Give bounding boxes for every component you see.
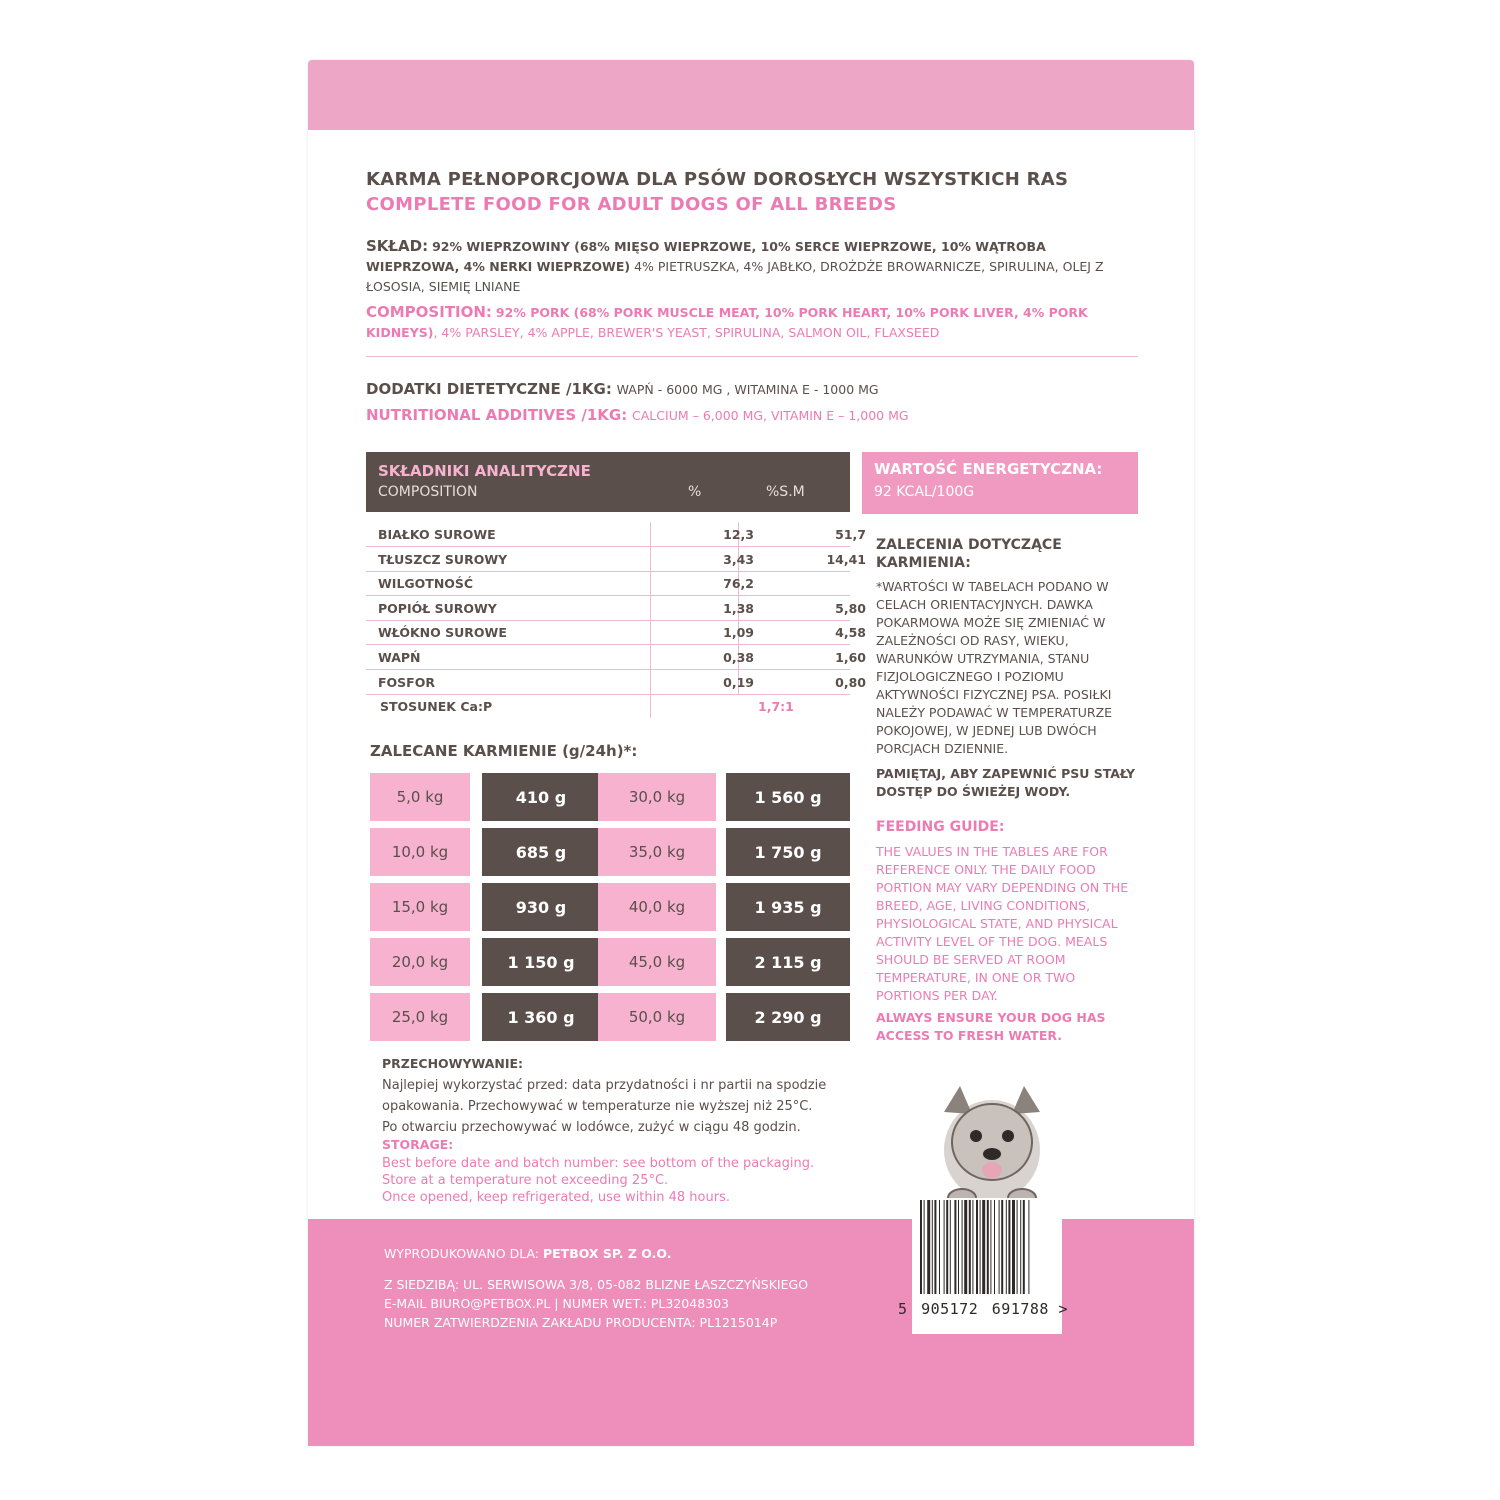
additives-pl-label: DODATKI DIETETYCZNE /1KG: — [366, 380, 612, 398]
feeding-amount-cell: 1 750 g — [726, 828, 850, 876]
barcode-bar — [972, 1200, 973, 1294]
barcode-bar — [1020, 1200, 1021, 1294]
composition-en-main: 92% PORK (68% PORK MUSCLE MEAT, 10% PORK HEART, 10% PORK LIVER, 4% PORK KIDNEYS) — [366, 305, 1088, 340]
dry-matter-value: 1,60 — [835, 650, 866, 665]
storage-line: Store at a temperature not exceeding 25°C. — [382, 1173, 669, 1188]
nutrient-label: BIAŁKO SUROWE — [378, 527, 496, 542]
table-row — [366, 620, 866, 645]
barcode-bar — [994, 1200, 995, 1294]
barcode-bar — [950, 1200, 951, 1294]
storage-line: Once opened, keep refrigerated, use within 48 hours. — [382, 1190, 730, 1205]
feeding-weight-cell: 30,0 kg — [598, 773, 716, 821]
water-note-en: ALWAYS ENSURE YOUR DOG HAS ACCESS TO FRESH WATER. — [876, 1010, 1106, 1043]
barcode-digits — [898, 1300, 1068, 1318]
storage-title-pl: PRZECHOWYWANIE: — [382, 1056, 524, 1071]
feeding-amount-cell: 2 290 g — [726, 993, 850, 1041]
table-row — [366, 522, 866, 547]
feeding-weight-cell: 5,0 kg — [370, 773, 470, 821]
barcode-bar — [969, 1200, 971, 1294]
percent-value: 0,38 — [723, 650, 754, 665]
feeding-weight-cell: 15,0 kg — [370, 883, 470, 931]
divider — [366, 356, 1138, 357]
energy-box — [862, 452, 1138, 514]
percent-value: 1,09 — [723, 625, 754, 641]
barcode-bar — [964, 1200, 967, 1294]
barcode-bar — [1023, 1200, 1025, 1294]
storage-line: Po otwarciu przechowywać w lodówce, zużyć w ciągu 48 godzin. — [382, 1120, 801, 1135]
table-row — [366, 596, 866, 621]
recommendations-text-pl: *WARTOŚCI W TABELACH PODANO W CELACH ORIENTACYJNYCH. DAWKA POKARMOWA MOŻE SIĘ ZMIENIAĆ W ZALEŻNOŚCI OD RASY, WIEKU, WARUNKÓW UTRZYMANIA, STANU FIZJOLOGICZNEGO I POZIOMU AKTYWNOŚCI FIZYCZNEJ PSA. POSIŁKI NALEŻY PODAWAĆ W TEMPERATURZE POKOJOWEJ, W JEDNEJ LUB DWÓCH PORCJACH DZIENNIE. — [876, 579, 1113, 756]
barcode-bar — [1006, 1200, 1007, 1294]
table-row — [366, 645, 866, 670]
recommendations-title-pl: ZALECENIA DOTYCZĄCE KARMIENIA: — [876, 537, 1062, 571]
ratio-value: 1,7:1 — [758, 699, 794, 714]
dry-matter-value: 14,41 — [826, 551, 866, 567]
dry-matter-value: 4,58 — [835, 625, 866, 641]
dry-matter-value: 51,7 — [835, 527, 866, 542]
table-row — [366, 547, 866, 572]
barcode-bar — [990, 1200, 991, 1294]
barcode-bar — [932, 1200, 933, 1294]
composition-polish — [366, 236, 1136, 297]
storage-title-en: STORAGE: — [382, 1137, 454, 1152]
title-polish: KARMA PEŁNOPORCJOWA DLA PSÓW DOROSŁYCH WSZYSTKICH RAS — [366, 169, 1069, 190]
table-row — [366, 670, 866, 695]
storage-lines-en — [382, 1155, 814, 1206]
composition-en-label: COMPOSITION: — [366, 303, 492, 321]
storage-line: Best before date and batch number: see bottom of the packaging. — [382, 1156, 815, 1171]
feeding-amount-cell: 1 360 g — [482, 993, 600, 1041]
storage-lines-pl — [382, 1075, 826, 1138]
ratio-label: STOSUNEK Ca:P — [380, 699, 493, 714]
manufacturer-label: WYPRODUKOWANO DLA: — [384, 1246, 539, 1261]
storage-line: Najlepiej wykorzystać przed: data przydatności i nr partii na spodzie — [382, 1078, 827, 1093]
barcode-bar — [987, 1200, 989, 1294]
analytical-title: SKŁADNIKI ANALITYCZNE — [378, 462, 591, 480]
feeding-weight-cell: 20,0 kg — [370, 938, 470, 986]
feeding-weight-cell: 45,0 kg — [598, 938, 716, 986]
manufacturer-contact: E-MAIL BIURO@PETBOX.PL | NUMER WET.: PL32048303 — [384, 1296, 730, 1311]
feeding-amount-cell: 930 g — [482, 883, 600, 931]
feeding-weight-cell: 25,0 kg — [370, 993, 470, 1041]
energy-value: 92 KCAL/100G — [874, 484, 975, 500]
barcode-bar — [962, 1200, 963, 1294]
percent-value: 76,2 — [723, 576, 754, 592]
barcode-bar — [920, 1200, 922, 1294]
percent-value: 3,43 — [723, 551, 754, 567]
barcode-group-2: 691788 — [991, 1300, 1049, 1318]
product-bag — [308, 60, 1194, 1446]
feeding-amount-cell: 1 560 g — [726, 773, 850, 821]
nutrient-label: POPIÓŁ SUROWY — [378, 600, 497, 616]
feeding-amount-cell: 2 115 g — [726, 938, 850, 986]
feeding-guide-text: THE VALUES IN THE TABLES ARE FOR REFERENCE ONLY. THE DAILY FOOD PORTION MAY VARY DEPENDING ON THE BREED, AGE, LIVING CONDITIONS, PHYSIOLOGICAL STATE, AND PHYSICAL ACTIVITY LEVEL OF THE DOG. MEALS SHOULD BE SERVED AT ROOM TEMPERATURE, IN ONE OR TWO PORTIONS PER DAY. — [876, 844, 1129, 1003]
barcode-bar — [927, 1200, 930, 1294]
feeding-weight-cell: 10,0 kg — [370, 828, 470, 876]
additives-pl-value: WAPŃ - 6000 MG , WITAMINA E - 1000 MG — [616, 382, 879, 397]
dry-matter-value: 5,80 — [835, 600, 866, 616]
feeding-weight-cell: 35,0 kg — [598, 828, 716, 876]
percent-value: 1,38 — [723, 600, 754, 616]
composition-pl-main: 92% WIEPRZOWINY (68% MIĘSO WIEPRZOWE, 10% SERCE WIEPRZOWE, 10% WĄTROBA WIEPRZOWA, 4% NERKI WIEPRZOWE) — [366, 239, 1046, 274]
dog-illustration — [926, 1080, 1058, 1210]
composition-pl-label: SKŁAD: — [366, 237, 429, 255]
nutrient-label: WŁÓKNO SUROWE — [378, 625, 507, 641]
feeding-amount-cell: 1 935 g — [726, 883, 850, 931]
feeding-weight-cell: 50,0 kg — [598, 993, 716, 1041]
manufacturer-line — [384, 1244, 808, 1263]
barcode-bar — [954, 1200, 956, 1294]
water-note-pl: PAMIĘTAJ, ABY ZAPEWNIĆ PSU STAŁY DOSTĘP DO ŚWIEŻEJ WODY. — [876, 766, 1136, 799]
composition-pl-rest: 4% PIETRUSZKA, 4% JABŁKO, DROŻDŻE BROWARNICZE, SPIRULINA, OLEJ Z ŁOSOSIA, SIEMIĘ LNIANE — [366, 259, 1104, 294]
storage-line: opakowania. Przechowywać w temperaturze nie wyższej niż 25°C. — [382, 1099, 813, 1114]
table-row — [366, 571, 850, 596]
manufacturer-address: Z SIEDZIBĄ: UL. SERWISOWA 3/8, 05-082 BLIZNE ŁASZCZYŃSKIEGO — [384, 1277, 809, 1292]
barcode-group-1: 905172 — [921, 1300, 979, 1318]
additives-english — [366, 406, 909, 424]
barcode-bar — [999, 1200, 1000, 1294]
barcode-bar — [1008, 1200, 1010, 1294]
additives-en-label: NUTRITIONAL ADDITIVES /1KG: — [366, 406, 628, 424]
barcode-bar — [934, 1200, 936, 1294]
manufacturer-approval: NUMER ZATWIERDZENIA ZAKŁADU PRODUCENTA: PL1215014P — [384, 1315, 778, 1330]
column-percent: % — [688, 484, 702, 500]
top-pink-band — [308, 60, 1194, 130]
barcode-bar — [976, 1200, 978, 1294]
barcode-bar — [982, 1200, 985, 1294]
composition-english — [366, 302, 1136, 343]
percent-value: 0,19 — [723, 674, 754, 690]
additives-polish — [366, 380, 879, 398]
percent-value: 12,3 — [723, 527, 754, 542]
barcode-bar — [1001, 1200, 1003, 1294]
barcode-bar — [1012, 1200, 1015, 1294]
table-row-ratio — [366, 694, 850, 718]
column-dry-matter: %S.M — [766, 484, 805, 500]
barcode-marker: > — [1058, 1300, 1069, 1318]
energy-label: WARTOŚĆ ENERGETYCZNA: — [874, 460, 1103, 478]
feeding-guide-title: FEEDING GUIDE: — [876, 819, 1005, 835]
barcode-first-digit: 5 — [898, 1300, 908, 1318]
feeding-weight-cell: 40,0 kg — [598, 883, 716, 931]
nutrient-label: TŁUSZCZ SUROWY — [378, 551, 508, 567]
barcode-bar — [939, 1200, 940, 1294]
feeding-amount-cell: 1 150 g — [482, 938, 600, 986]
barcode-bar — [980, 1200, 981, 1294]
analytical-table-header — [366, 452, 850, 512]
feeding-title: ZALECANE KARMIENIE (g/24h)*: — [370, 742, 638, 760]
title-english: COMPLETE FOOD FOR ADULT DOGS OF ALL BREEDS — [366, 194, 897, 215]
composition-en-rest: , 4% PARSLEY, 4% APPLE, BREWER'S YEAST, SPIRULINA, SALMON OIL, FLAXSEED — [433, 325, 940, 340]
nutrient-label: WILGOTNOŚĆ — [378, 576, 474, 592]
additives-en-value: CALCIUM – 6,000 MG, VITAMIN E – 1,000 MG — [632, 408, 909, 423]
nutrient-label: FOSFOR — [378, 674, 435, 690]
manufacturer-info — [384, 1244, 808, 1332]
nutrient-label: WAPŃ — [378, 650, 421, 665]
manufacturer-name: PETBOX SP. Z O.O. — [542, 1246, 672, 1261]
barcode-bar — [946, 1200, 948, 1294]
barcode-bar — [924, 1200, 925, 1294]
dry-matter-value: 0,80 — [835, 674, 866, 690]
feeding-amount-cell: 685 g — [482, 828, 600, 876]
barcode-bar — [1017, 1200, 1018, 1294]
barcode — [918, 1200, 1060, 1296]
analytical-subtitle: COMPOSITION — [378, 484, 478, 500]
barcode-bar — [1028, 1200, 1029, 1294]
feeding-amount-cell: 410 g — [482, 773, 600, 821]
barcode-bar — [944, 1200, 945, 1294]
barcode-bar — [958, 1200, 959, 1294]
